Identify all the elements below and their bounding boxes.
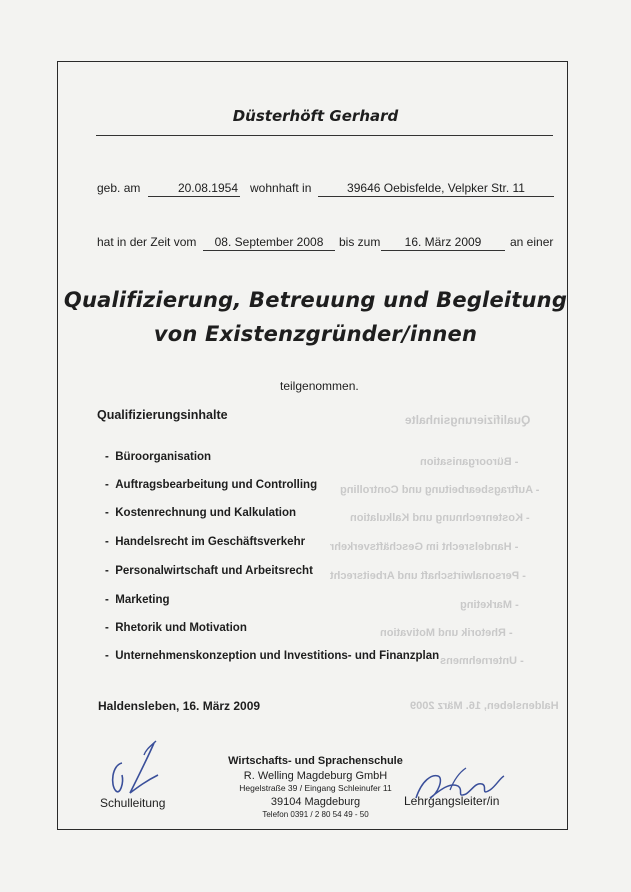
bleed-text: - Büroorganisation bbox=[420, 456, 519, 468]
bleed-text: Haldensleben, 16. März 2009 bbox=[410, 700, 559, 712]
place-date: Haldensleben, 16. März 2009 bbox=[98, 699, 261, 713]
bullet: - bbox=[105, 650, 109, 662]
birth-date: 20.08.1954 bbox=[148, 181, 240, 197]
left-signature-label: Schulleitung bbox=[100, 796, 166, 810]
name-underline bbox=[96, 135, 553, 136]
school-phone: Telefon 0391 / 2 80 54 49 - 50 bbox=[262, 810, 369, 819]
bleed-text: Qualifizierungsinhalte bbox=[405, 413, 531, 427]
list-item-label: Rhetorik und Motivation bbox=[115, 622, 247, 634]
bleed-text: - Unternehmens bbox=[440, 655, 524, 667]
bullet: - bbox=[105, 565, 109, 577]
participated-text: teilgenommen. bbox=[280, 379, 359, 393]
list-item-label: Kostenrechnung und Kalkulation bbox=[115, 507, 297, 519]
birth-label: geb. am bbox=[97, 181, 141, 195]
period-mid: bis zum bbox=[339, 235, 381, 249]
period-prefix: hat in der Zeit vom bbox=[97, 235, 197, 249]
certificate-frame bbox=[57, 61, 568, 830]
residence: 39646 Oebisfelde, Velpker Str. 11 bbox=[318, 181, 554, 197]
right-signature-label: Lehrgangsleiter/in bbox=[404, 794, 500, 808]
list-item-label: Auftragsbearbeitung und Controlling bbox=[115, 479, 318, 491]
bleed-text: - Marketing bbox=[460, 599, 519, 611]
school-street: Hegelstraße 39 / Eingang Schleinufer 11 bbox=[239, 783, 392, 793]
bleed-text: - Handelsrecht im Geschäftsverkehr bbox=[330, 541, 519, 553]
school-city: 39104 Magdeburg bbox=[270, 796, 361, 808]
residence-label: wohnhaft in bbox=[250, 181, 312, 195]
period-end: 16. März 2009 bbox=[381, 235, 505, 251]
bullet: - bbox=[105, 536, 109, 548]
bullet: - bbox=[105, 451, 109, 463]
bleed-text: - Rhetorik und Motivation bbox=[380, 627, 513, 639]
list-item bbox=[105, 594, 170, 606]
period-start: 08. September 2008 bbox=[203, 235, 335, 251]
list-item bbox=[105, 536, 305, 548]
list-item bbox=[105, 479, 317, 491]
list-item-label: Unternehmenskonzeption und Investitions- und Finanzplan bbox=[115, 650, 440, 662]
bullet: - bbox=[105, 507, 109, 519]
list-item bbox=[105, 650, 439, 662]
bleed-text: - Kostenrechnung und Kalkulation bbox=[350, 512, 530, 524]
period-suffix: an einer bbox=[510, 235, 554, 249]
list-item-label: Personalwirtschaft und Arbeitsrecht bbox=[115, 565, 313, 577]
bullet: - bbox=[105, 622, 109, 634]
list-item-label: Marketing bbox=[115, 594, 170, 606]
school-company: R. Welling Magdeburg GmbH bbox=[243, 770, 388, 782]
bullet: - bbox=[105, 594, 109, 606]
list-item bbox=[105, 451, 211, 463]
bullet: - bbox=[105, 479, 109, 491]
contents-heading: Qualifizierungsinhalte bbox=[97, 408, 228, 422]
list-item bbox=[105, 622, 247, 634]
bleed-text: - Auftragsbearbeitung und Controlling bbox=[340, 484, 540, 496]
list-item-label: Büroorganisation bbox=[115, 451, 212, 463]
list-item-label: Handelsrecht im Geschäftsverkehr bbox=[115, 536, 306, 548]
course-title-line2: von Existenzgründer/innen bbox=[153, 322, 478, 346]
school-name: Wirtschafts- und Sprachenschule bbox=[228, 755, 403, 767]
recipient-name: Düsterhöft Gerhard bbox=[232, 107, 399, 125]
course-title-line1: Qualifizierung, Betreuung und Begleitung bbox=[63, 288, 568, 312]
bleed-text: - Personalwirtschaft und Arbeitsrecht bbox=[330, 570, 526, 582]
list-item bbox=[105, 565, 313, 577]
list-item bbox=[105, 507, 296, 519]
